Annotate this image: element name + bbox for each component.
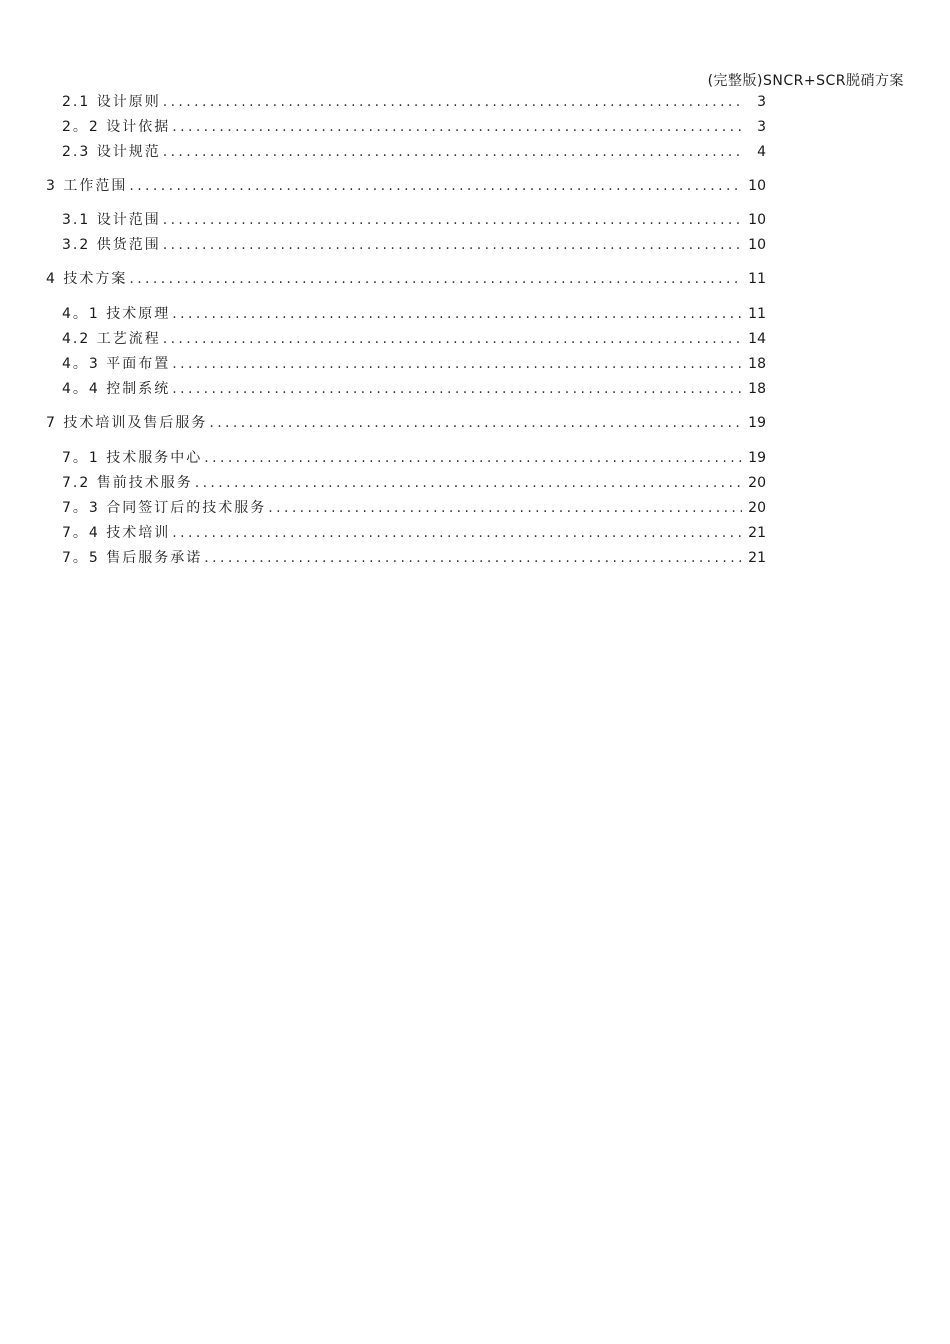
toc-entry-page: 21	[748, 525, 766, 541]
toc-chapter-entry[interactable]	[46, 269, 766, 289]
toc-entry-page: 3	[757, 94, 766, 110]
toc-dot-leader	[163, 142, 742, 162]
document-header-title: (完整版)SNCR+SCR脱硝方案	[707, 73, 904, 89]
toc-entry[interactable]	[62, 548, 766, 568]
toc-entry-label: 4。4 控制系统	[62, 381, 171, 397]
toc-dot-leader	[129, 176, 742, 196]
toc-entry[interactable]	[62, 354, 766, 374]
toc-entry-label: 7。4 技术培训	[62, 525, 171, 541]
toc-entry-label: 3 工作范围	[46, 178, 128, 194]
toc-dot-leader	[204, 548, 742, 568]
toc-entry[interactable]	[62, 329, 766, 349]
toc-dot-leader	[163, 92, 742, 112]
toc-entry-page: 18	[748, 356, 766, 372]
toc-entry[interactable]	[62, 235, 766, 255]
toc-entry[interactable]	[62, 498, 766, 518]
toc-entry-label: 7.2 售前技术服务	[62, 475, 193, 491]
toc-entry-label: 2.3 设计规范	[62, 144, 161, 160]
toc-dot-leader	[163, 329, 742, 349]
toc-entry-label: 2。2 设计依据	[62, 119, 171, 135]
toc-dot-leader	[268, 498, 742, 518]
toc-entry-page: 3	[757, 119, 766, 135]
toc-entry-page: 10	[748, 237, 766, 253]
toc-entry-label: 7。3 合同签订后的技术服务	[62, 500, 267, 516]
toc-dot-leader	[172, 117, 742, 137]
toc-entry[interactable]	[62, 448, 766, 468]
toc-entry-page: 10	[748, 212, 766, 228]
toc-entry[interactable]	[62, 473, 766, 493]
toc-entry-page: 19	[748, 415, 766, 431]
toc-entry-label: 4。3 平面布置	[62, 356, 171, 372]
toc-entry-label: 7。1 技术服务中心	[62, 450, 203, 466]
toc-dot-leader	[204, 448, 742, 468]
toc-dot-leader	[209, 413, 742, 433]
toc-dot-leader	[172, 354, 742, 374]
toc-entry-page: 19	[748, 450, 766, 466]
toc-entry[interactable]	[62, 379, 766, 399]
toc-entry-page: 21	[748, 550, 766, 566]
toc-dot-leader	[163, 210, 742, 230]
toc-entry-page: 11	[748, 306, 766, 322]
toc-dot-leader	[172, 304, 742, 324]
toc-entry-label: 2.1 设计原则	[62, 94, 161, 110]
toc-entry[interactable]	[62, 304, 766, 324]
toc-entry-label: 7。5 售后服务承诺	[62, 550, 203, 566]
toc-dot-leader	[195, 473, 742, 493]
toc-entry-page: 18	[748, 381, 766, 397]
toc-entry[interactable]	[62, 92, 766, 112]
toc-entry-label: 3.1 设计范围	[62, 212, 161, 228]
toc-dot-leader	[163, 235, 742, 255]
toc-chapter-entry[interactable]	[46, 413, 766, 433]
toc-dot-leader	[129, 269, 742, 289]
toc-entry-page: 20	[748, 500, 766, 516]
toc-entry-label: 7 技术培训及售后服务	[46, 415, 208, 431]
toc-entry-page: 20	[748, 475, 766, 491]
toc-entry[interactable]	[62, 142, 766, 162]
toc-entry[interactable]	[62, 117, 766, 137]
toc-entry[interactable]	[62, 210, 766, 230]
toc-dot-leader	[172, 523, 742, 543]
toc-entry-label: 4.2 工艺流程	[62, 331, 161, 347]
toc-entry-page: 4	[757, 144, 766, 160]
toc-entry-page: 10	[748, 178, 766, 194]
toc-entry-page: 11	[748, 271, 766, 287]
toc-chapter-entry[interactable]	[46, 176, 766, 196]
toc-entry-label: 4 技术方案	[46, 271, 128, 287]
toc-entry-label: 4。1 技术原理	[62, 306, 171, 322]
toc-entry-label: 3.2 供货范围	[62, 237, 161, 253]
toc-entry[interactable]	[62, 523, 766, 543]
toc-entry-page: 14	[748, 331, 766, 347]
toc-dot-leader	[172, 379, 742, 399]
